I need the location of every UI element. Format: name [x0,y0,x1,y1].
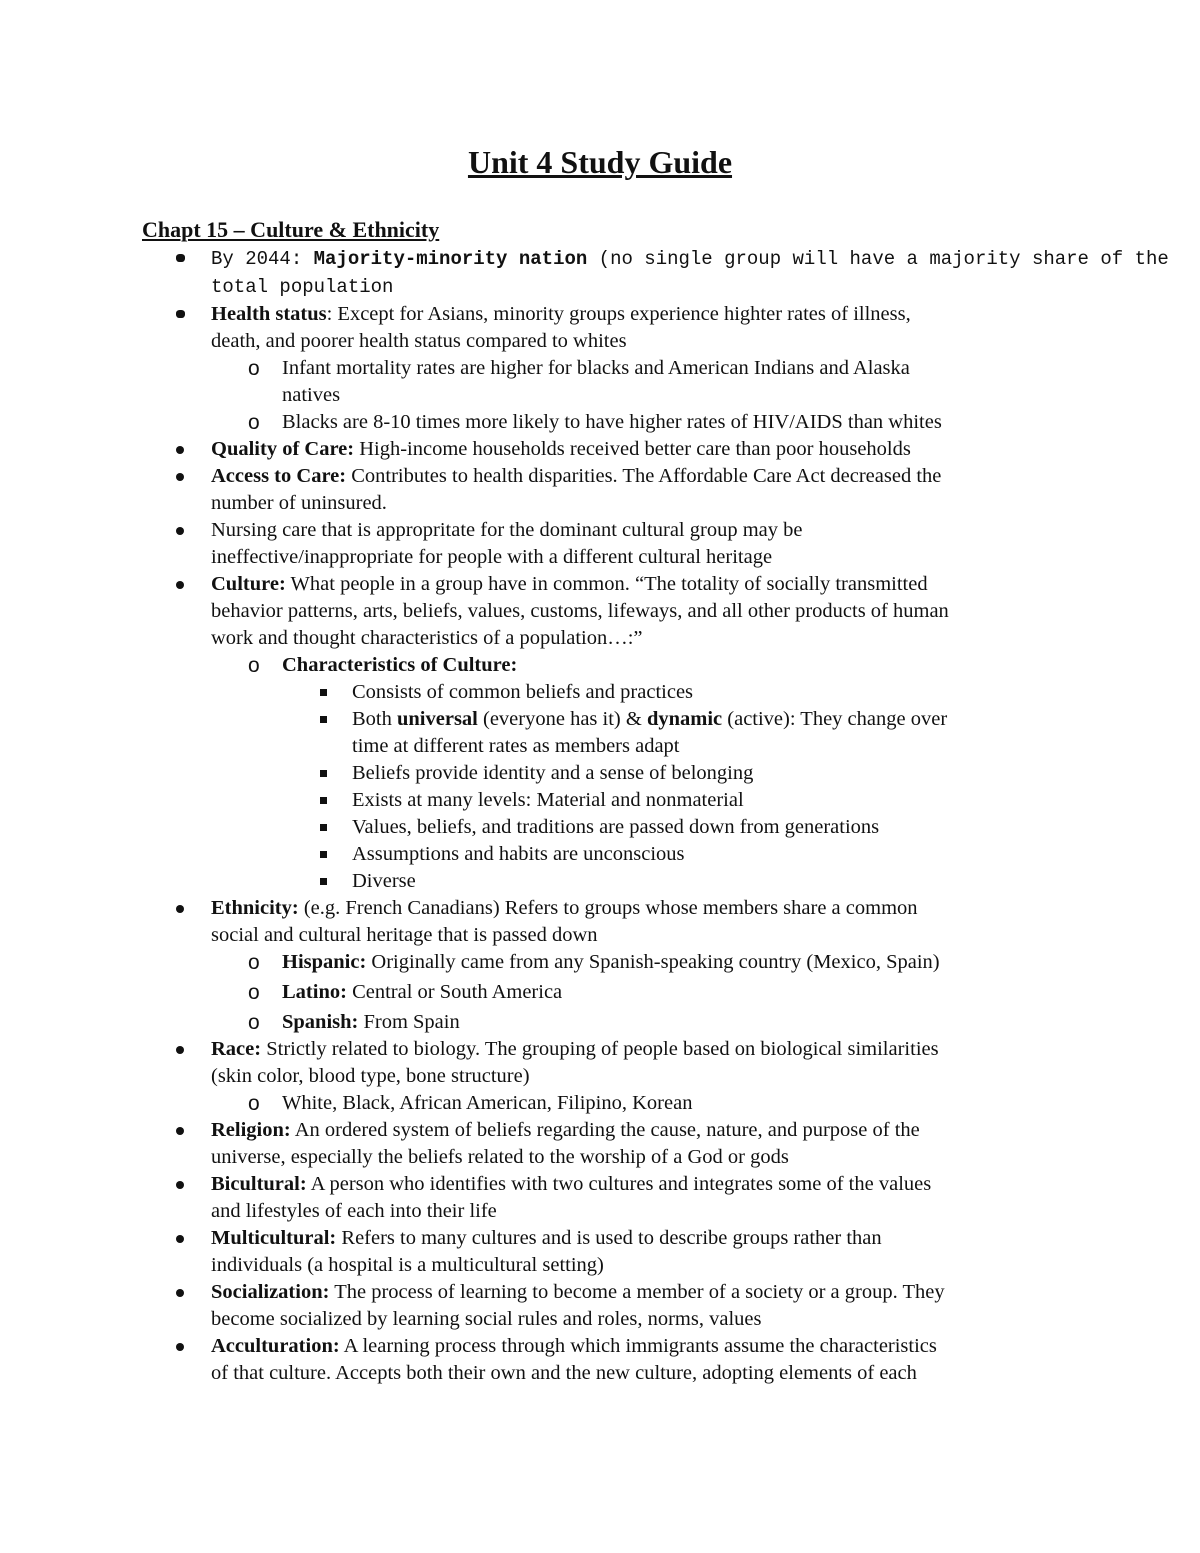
bullet-icon [176,310,185,318]
sub-sub-list-item: Consists of common beliefs and practices [0,679,1200,706]
bullet-icon [176,905,184,913]
list-item-continuation: individuals (a hospital is a multicultural setting) [211,1254,604,1276]
list-item: Socialization: The process of learning to become a member of a society or a group. They [0,1279,1200,1306]
circle-bullet-icon: o [248,1011,260,1034]
bullet-icon [176,446,184,454]
list-item: Culture: What people in a group have in common. “The totality of socially transmitted [0,571,1200,598]
bullet-icon [176,254,185,262]
page-title: Unit 4 Study Guide [467,144,733,180]
list-item-continuation: total population [211,276,394,298]
list-item: Nursing care that is appropritate for the dominant cultural group may be [0,517,1200,544]
circle-bullet-icon: o [248,981,260,1004]
study-guide-list [0,245,1200,1387]
list-item: Bicultural: A person who identifies with two cultures and integrates some of the values [0,1171,1200,1198]
list-item: Health status: Except for Asians, minority groups experience highter rates of illness, [0,301,1200,328]
list-item: Multicultural: Refers to many cultures and is used to describe groups rather than [0,1225,1200,1252]
bullet-icon [176,1289,184,1297]
bullet-icon [176,1343,184,1351]
square-bullet-icon [320,770,327,777]
sub-sub-list-item: Beliefs provide identity and a sense of belonging [0,760,1200,787]
square-bullet-icon [320,878,327,885]
list-item-continuation: behavior patterns, arts, beliefs, values, customs, lifeways, and all other products of human [211,600,949,622]
list-item-continuation: (skin color, blood type, bone structure) [211,1065,530,1087]
circle-bullet-icon: o [248,411,260,434]
sub-list-item: o Blacks are 8-10 times more likely to have higher rates of HIV/AIDS than whites [248,411,942,434]
square-bullet-icon [320,716,327,723]
bullet-icon [176,1046,184,1054]
circle-bullet-icon: o [248,1092,260,1115]
sub-list-item-continuation: natives [282,384,341,406]
sub-sub-list-item: Diverse [0,868,1200,895]
list-item-continuation: social and cultural heritage that is passed down [211,924,598,946]
sub-list-item: o Characteristics of Culture: [248,654,518,677]
list-item-continuation: become socialized by learning social rules and roles, norms, values [211,1308,762,1330]
list-item: By 2044: Majority-minority nation (no single group will have a majority share of the [0,245,1200,273]
sub-sub-list-item: Values, beliefs, and traditions are passed down from generations [0,814,1200,841]
sub-list-item: o Infant mortality rates are higher for blacks and American Indians and Alaska [248,357,910,380]
list-item: Ethnicity: (e.g. French Canadians) Refers to groups whose members share a common [0,895,1200,922]
list-item: Race: Strictly related to biology. The grouping of people based on biological similarities [0,1036,1200,1063]
square-bullet-icon [320,797,327,804]
list-item-continuation: death, and poorer health status compared to whites [211,330,627,352]
sub-sub-list-item: Assumptions and habits are unconscious [0,841,1200,868]
bullet-icon [176,1127,184,1135]
sub-sub-list-item: Exists at many levels: Material and nonmaterial [0,787,1200,814]
list-item-continuation: and lifestyles of each into their life [211,1200,497,1222]
bullet-icon [176,1235,184,1243]
list-item-continuation: universe, especially the beliefs related to the worship of a God or gods [211,1146,789,1168]
list-item: Religion: An ordered system of beliefs regarding the cause, nature, and purpose of the [0,1117,1200,1144]
square-bullet-icon [320,851,327,858]
list-item-continuation: of that culture. Accepts both their own and the new culture, adopting elements of each [211,1362,917,1384]
chapter-heading: Chapt 15 – Culture & Ethnicity [142,217,440,242]
list-item: Quality of Care: High-income households received better care than poor households [0,436,1200,463]
sub-list-item: o Hispanic: Originally came from any Spanish-speaking country (Mexico, Spain) [248,951,940,974]
list-item-continuation: number of uninsured. [211,492,387,514]
bullet-icon [176,581,184,589]
square-bullet-icon [320,824,327,831]
circle-bullet-icon: o [248,357,260,380]
list-item: Access to Care: Contributes to health disparities. The Affordable Care Act decreased the [0,463,1200,490]
sub-sub-list-item-continuation: time at different rates as members adapt [352,735,680,757]
list-item: Acculturation: A learning process through which immigrants assume the characteristics [0,1333,1200,1360]
sub-list-item: o Spanish: From Spain [248,1011,460,1034]
circle-bullet-icon: o [248,654,260,677]
bullet-icon [176,1181,184,1189]
bullet-icon [176,473,184,481]
list-item-continuation: work and thought characteristics of a population…:” [211,627,643,649]
sub-list-item: o White, Black, African American, Filipino, Korean [248,1092,693,1115]
sub-list-item: o Latino: Central or South America [248,981,563,1004]
bullet-icon [176,527,184,535]
square-bullet-icon [320,689,327,696]
list-item-continuation: ineffective/inappropriate for people with a different cultural heritage [211,546,773,568]
sub-sub-list-item: Both universal (everyone has it) & dynamic (active): They change over [0,706,1200,733]
circle-bullet-icon: o [248,951,260,974]
